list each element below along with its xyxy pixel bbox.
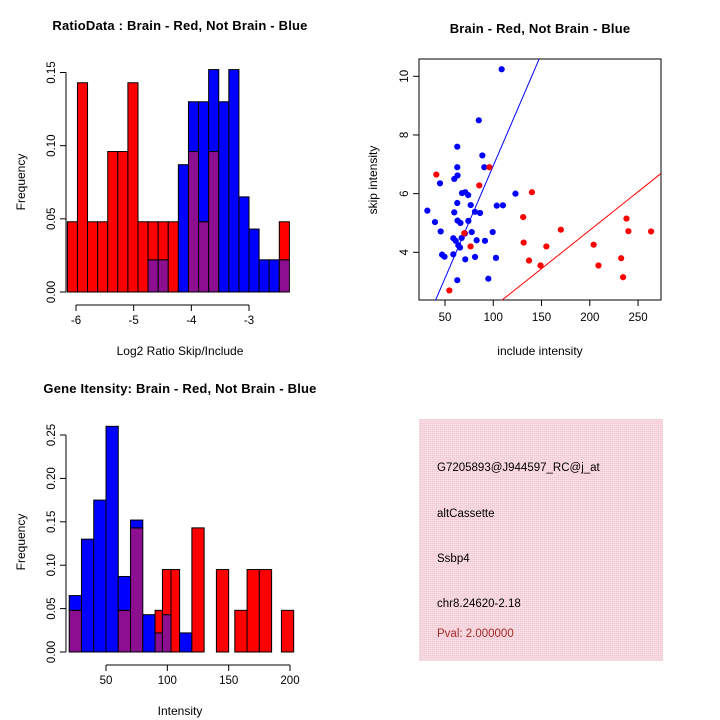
svg-text:0.05: 0.05 (46, 597, 58, 620)
svg-text:0.10: 0.10 (46, 134, 58, 157)
svg-text:0.10: 0.10 (46, 554, 58, 577)
gene-hist-xlabel: Intensity (157, 704, 203, 718)
locus-text: chr8.24620-2.18 (437, 598, 521, 610)
svg-text:0.15: 0.15 (46, 61, 58, 84)
ratio-hist-xlabel: Log2 Ratio Skip/Include (116, 344, 244, 358)
svg-text:0.20: 0.20 (46, 467, 58, 490)
svg-text:150: 150 (219, 675, 239, 687)
ratio-hist-title: RatioData : Brain - Red, Not Brain - Blue (52, 18, 308, 33)
scatter-xlabel: include intensity (497, 344, 583, 358)
svg-text:50: 50 (99, 675, 113, 687)
ratio-hist-ylabel: Frequency (14, 153, 28, 211)
svg-text:200: 200 (280, 675, 300, 687)
scatter-ylabel: skip intensity (366, 145, 380, 215)
svg-text:0.15: 0.15 (46, 510, 58, 533)
scatter-title: Brain - Red, Not Brain - Blue (449, 21, 631, 36)
svg-text:-3: -3 (243, 315, 255, 327)
svg-text:100: 100 (157, 675, 177, 687)
svg-text:0.00: 0.00 (46, 280, 58, 304)
event-type-text: altCassette (437, 508, 495, 520)
svg-text:0.05: 0.05 (46, 207, 58, 231)
svg-text:100: 100 (483, 312, 503, 324)
gene-hist-title: Gene Itensity: Brain - Red, Not Brain - Blue (43, 381, 317, 396)
svg-text:200: 200 (580, 312, 600, 324)
gene-info-box (419, 419, 663, 661)
svg-text:-4: -4 (186, 315, 197, 327)
svg-text:0.25: 0.25 (46, 423, 58, 447)
gene-hist-ylabel: Frequency (14, 513, 28, 571)
svg-text:4: 4 (399, 249, 411, 256)
svg-text:250: 250 (628, 312, 648, 324)
svg-text:-6: -6 (70, 315, 82, 327)
svg-text:150: 150 (531, 312, 552, 324)
svg-text:50: 50 (438, 312, 452, 324)
pval-text: Pval: 2.000000 (437, 628, 514, 640)
svg-text:6: 6 (399, 190, 411, 197)
gene-name-text: Ssbp4 (437, 553, 470, 565)
svg-text:8: 8 (399, 131, 411, 139)
svg-text:10: 10 (399, 69, 411, 83)
probe-id-text: G7205893@J944597_RC@j_at (437, 462, 600, 474)
svg-text:0.00: 0.00 (46, 640, 58, 664)
svg-text:-5: -5 (128, 315, 139, 327)
